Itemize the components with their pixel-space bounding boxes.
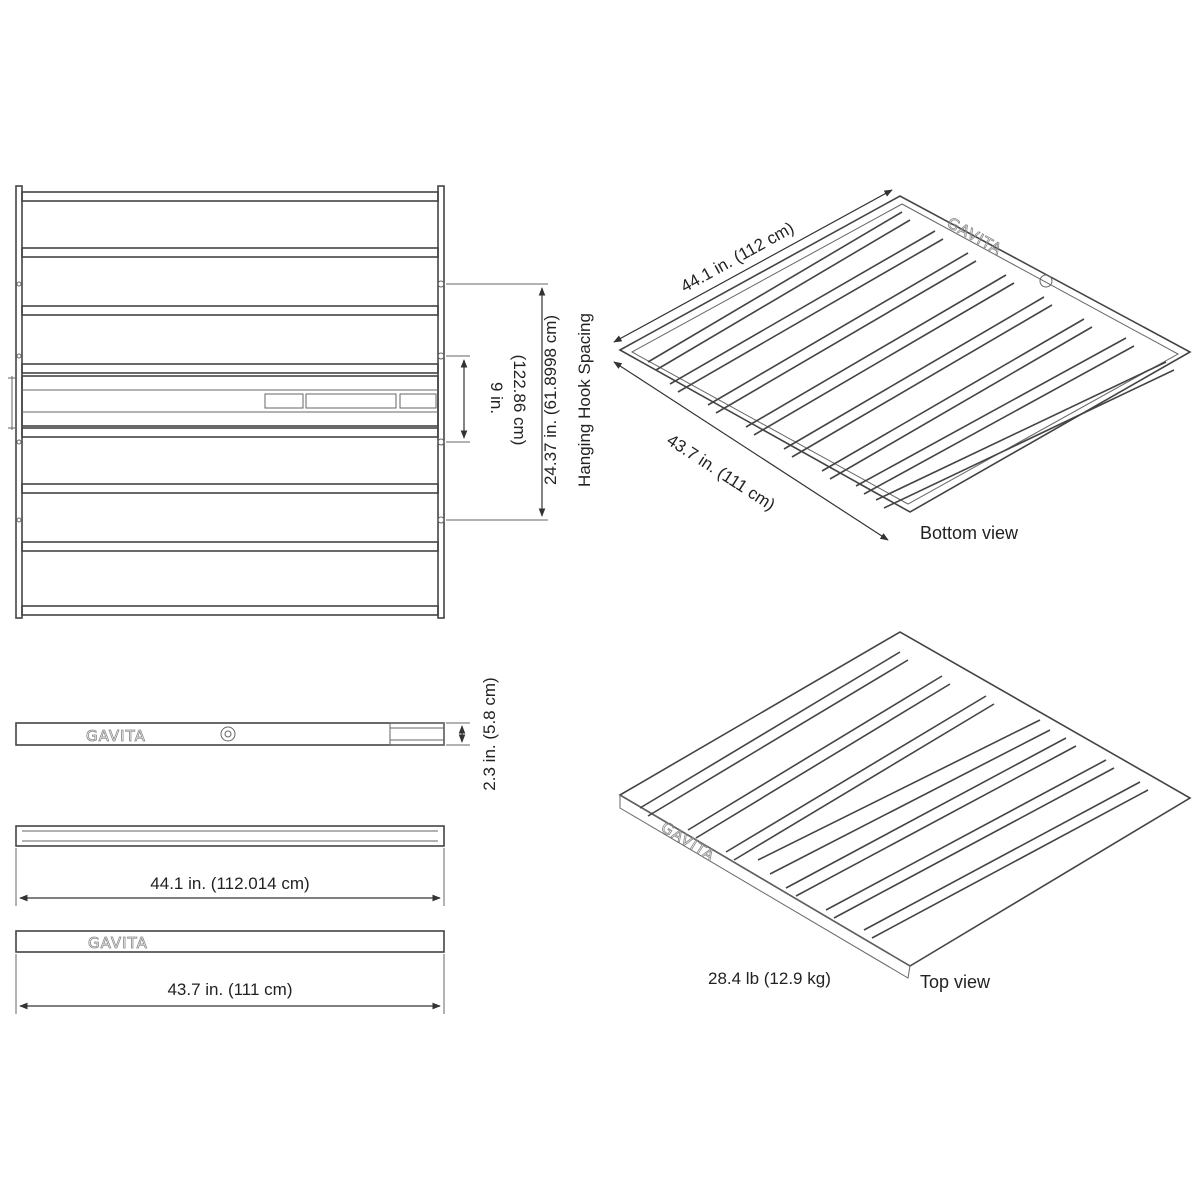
bottom-brand-text: GAVITA xyxy=(944,213,1006,259)
side-view-length-b xyxy=(16,931,444,1014)
front-view-dimensions xyxy=(446,284,594,520)
driver-box-1 xyxy=(265,394,303,408)
bottom-view-label: Bottom view xyxy=(920,523,1019,543)
hook-hole xyxy=(438,353,444,359)
center-spacing-label: 9 in. xyxy=(487,381,506,415)
light-bar-8 xyxy=(22,606,438,615)
front-view xyxy=(8,186,444,618)
frame-left-rail xyxy=(16,186,22,618)
light-bar-6 xyxy=(22,484,438,493)
frame-profile xyxy=(16,931,444,952)
hook-spacing-title: Hanging Hook Spacing xyxy=(575,313,594,487)
hook-spacing-value-label: 24.37 in. (61.8998 cm) xyxy=(541,314,560,486)
bottom-width-label: 43.7 in. (111 cm) xyxy=(663,430,779,515)
bottom-view xyxy=(614,190,1190,543)
driver-box-3 xyxy=(400,394,436,408)
hook-hole xyxy=(438,517,444,523)
light-bar-1 xyxy=(22,192,438,201)
bar-profile xyxy=(16,826,444,846)
top-frame-outline xyxy=(620,632,1190,966)
bottom-length-arrow xyxy=(614,190,892,342)
height-label: 2.3 in. (5.8 cm) xyxy=(480,677,499,791)
top-view-label: Top view xyxy=(920,972,991,992)
profile-body xyxy=(16,723,444,745)
frame-brand-text: GAVITA xyxy=(88,934,148,952)
driver-box-2 xyxy=(306,394,396,408)
top-view xyxy=(620,632,1190,992)
length-b-label: 43.7 in. (111 cm) xyxy=(167,980,293,999)
hook-spacing-cm-label: (122.86 cm) xyxy=(510,354,529,446)
length-a-label: 44.1 in. (112.014 cm) xyxy=(150,874,310,893)
light-bar-5 xyxy=(22,428,438,437)
light-bar-4 xyxy=(22,364,438,373)
light-bar-3 xyxy=(22,306,438,315)
frame-right-rail xyxy=(438,186,444,618)
hook-hole xyxy=(438,439,444,445)
side-view-profile xyxy=(16,677,499,790)
weight-label: 28.4 lb (12.9 kg) xyxy=(708,969,831,988)
light-bar-7 xyxy=(22,542,438,551)
light-bar-2 xyxy=(22,248,438,257)
side-view-length-a xyxy=(16,826,444,906)
profile-brand-text: GAVITA xyxy=(86,727,146,745)
bottom-connector-icon xyxy=(1040,275,1052,287)
power-connector-icon xyxy=(221,727,235,741)
bottom-length-label: 44.1 in. (112 cm) xyxy=(677,218,798,297)
hook-hole xyxy=(438,281,444,287)
center-spine xyxy=(22,376,438,426)
bottom-width-arrow xyxy=(614,362,888,540)
top-brand-text: GAVITA xyxy=(657,818,719,866)
